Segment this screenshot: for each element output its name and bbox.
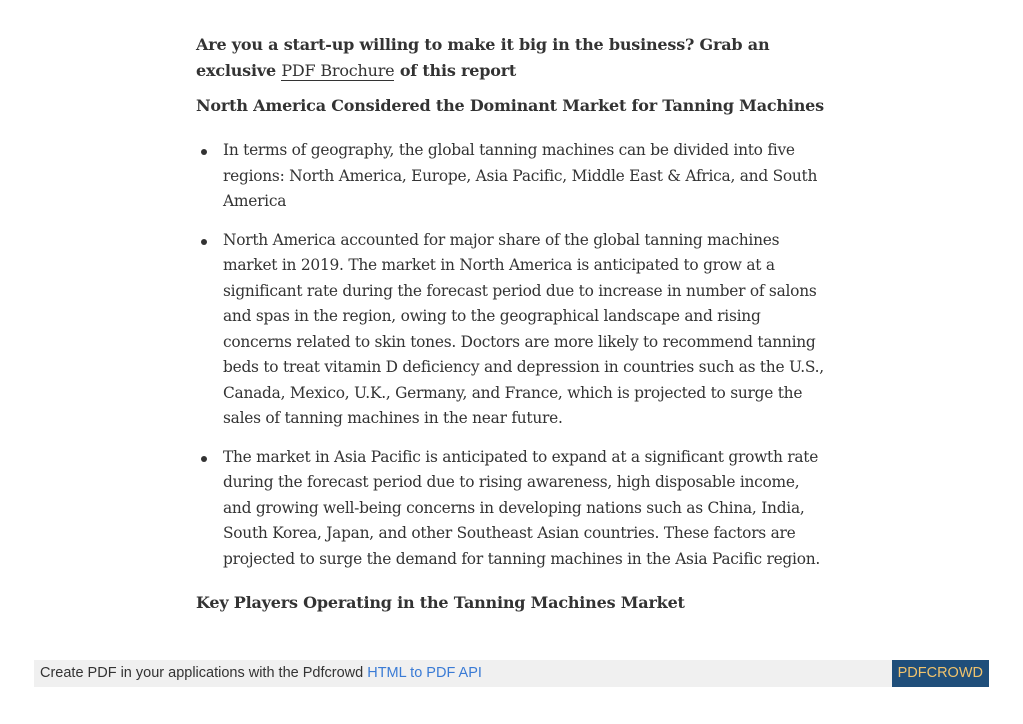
list-item-text: In terms of geography, the global tanning machines can be divided into five regions: North America, Europe, Asia Pacific, Middle East & Africa, and South America [223,141,818,210]
list-item-text: North America accounted for major share of the global tanning machines market in 2019. The market in North America is anticipated to grow at a significant rate during the forecast period due to increase in number of salons and spas in the region, owing to the geographical landscape and rising concerns related to skin tones. Doctors are more likely to recommend tanning beds to treat vitamin D deficiency and depression in countries such as the U.S., Canada, Mexico, U.K., Germany, and France, which is projected to surge the sales of tanning machines in the near future. [223,230,824,427]
section-heading-north-america: North America Considered the Dominant Market for Tanning Machines [196,96,824,115]
bullet-icon [201,149,207,155]
footer-lead-text: Create PDF in your applications with the Pdfcrowd [40,665,368,681]
list-item-text: The market in Asia Pacific is anticipated to expand at a significant growth rate during the forecast period due to rising awareness, high disposable income, and growing well-being concerns in developing nations such as China, India, South Korea, Japan, and other Southeast Asian countries. These factors are projected to surge the demand for tanning machines in the Asia Pacific region. [223,447,821,568]
list-item [196,445,828,573]
bullet-icon [201,456,207,462]
pdf-brochure-link[interactable] [281,61,394,81]
list-item [196,228,828,432]
footer-text [40,660,482,687]
pdfcrowd-brand-button[interactable]: PDFCROWD [892,660,989,687]
callout-tail-text: of this report [394,60,517,80]
html-to-pdf-api-link[interactable]: HTML to PDF API [367,665,482,681]
bullet-list [196,138,828,572]
callout-lead-text: Are you a start-up willing to make it big in the business? Grab an exclusive [196,35,770,80]
list-item [196,138,828,215]
brochure-callout [196,32,828,83]
pdf-brochure-link-line1[interactable]: PDF [281,60,316,80]
pdf-brochure-link-line2[interactable]: Brochure [320,60,395,80]
pdfcrowd-footer [34,660,989,687]
article-content [196,32,828,615]
section-heading-key-players: Key Players Operating in the Tanning Machines Market [196,593,685,612]
bullet-icon [201,239,207,245]
